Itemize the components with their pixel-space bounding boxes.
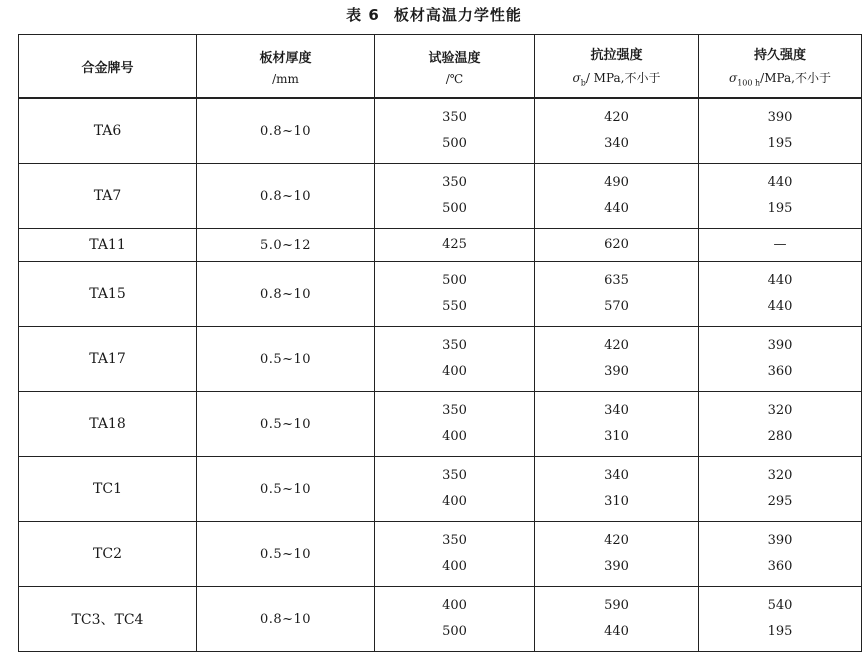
creep-cell: 390 360 — [699, 522, 862, 587]
alloy-cell: TC2 — [19, 522, 197, 587]
alloy-cell: TA17 — [19, 327, 197, 392]
creep-cell: 440 440 — [699, 262, 862, 327]
thickness-cell: 0.5~10 — [197, 327, 375, 392]
table-row — [19, 164, 862, 229]
temperature-cell: 400 500 — [375, 587, 535, 652]
temperature-cell: 500 550 — [375, 262, 535, 327]
alloy-cell: TA18 — [19, 392, 197, 457]
tensile-cell: 420 390 — [535, 522, 699, 587]
properties-table — [18, 34, 862, 652]
header-temperature-unit: /℃ — [445, 71, 464, 86]
temperature-cell: 350 500 — [375, 164, 535, 229]
header-tensile-unit: $\sigma_b/$ MPa,不小于 — [572, 71, 661, 88]
tensile-cell: 420 340 — [535, 98, 699, 164]
tensile-cell: 420 390 — [535, 327, 699, 392]
table-row — [19, 327, 862, 392]
temperature-cell: 350 400 — [375, 392, 535, 457]
header-creep-unit: $\sigma_{100 h}$/MPa,不小于 — [728, 71, 831, 88]
alloy-cell: TA15 — [19, 262, 197, 327]
temperature-cell: 350 400 — [375, 327, 535, 392]
header-row — [19, 35, 862, 99]
temperature-cell: 350 500 — [375, 98, 535, 164]
thickness-cell: 0.5~10 — [197, 522, 375, 587]
table-row — [19, 98, 862, 164]
alloy-cell: TC3、TC4 — [19, 587, 197, 652]
thickness-cell: 0.8~10 — [197, 164, 375, 229]
alloy-cell: TA11 — [19, 229, 197, 262]
header-temperature: 试验温度 /℃ — [375, 35, 535, 99]
table-row — [19, 392, 862, 457]
table-body — [19, 98, 862, 652]
tensile-cell: 635 570 — [535, 262, 699, 327]
thickness-cell: 0.8~10 — [197, 262, 375, 327]
table-caption: 板材高温力学性能 — [393, 6, 522, 24]
creep-cell: 320 295 — [699, 457, 862, 522]
temperature-cell: 350 400 — [375, 522, 535, 587]
table-title — [0, 4, 868, 25]
header-thickness-unit: /mm — [272, 71, 299, 86]
creep-cell: 440 195 — [699, 164, 862, 229]
table-header — [19, 35, 862, 99]
table-number: 表 6 — [346, 6, 380, 24]
table-row — [19, 522, 862, 587]
header-tensile: 抗拉强度 $\sigma_b/$ MPa,不小于 — [535, 35, 699, 99]
header-creep: 持久强度 $\sigma_{100 h}$/MPa,不小于 — [699, 35, 862, 99]
thickness-cell: 0.5~10 — [197, 457, 375, 522]
temperature-cell: 350 400 — [375, 457, 535, 522]
tensile-cell: 490 440 — [535, 164, 699, 229]
creep-cell: 540 195 — [699, 587, 862, 652]
tensile-cell: 340 310 — [535, 457, 699, 522]
creep-cell: 390 360 — [699, 327, 862, 392]
alloy-cell: TA7 — [19, 164, 197, 229]
header-thickness: 板材厚度 /mm — [197, 35, 375, 99]
alloy-cell: TA6 — [19, 98, 197, 164]
creep-cell: 390 195 — [699, 98, 862, 164]
creep-cell: 320 280 — [699, 392, 862, 457]
header-alloy: 合金牌号 — [19, 35, 197, 99]
tensile-cell: 620 — [535, 229, 699, 262]
table-row — [19, 262, 862, 327]
tensile-cell: 590 440 — [535, 587, 699, 652]
table-row — [19, 587, 862, 652]
creep-cell: — — [699, 229, 862, 262]
table-row — [19, 229, 862, 262]
tensile-cell: 340 310 — [535, 392, 699, 457]
thickness-cell: 0.8~10 — [197, 587, 375, 652]
thickness-cell: 0.8~10 — [197, 98, 375, 164]
thickness-cell: 5.0~12 — [197, 229, 375, 262]
table-row — [19, 457, 862, 522]
thickness-cell: 0.5~10 — [197, 392, 375, 457]
temperature-cell: 425 — [375, 229, 535, 262]
alloy-cell: TC1 — [19, 457, 197, 522]
